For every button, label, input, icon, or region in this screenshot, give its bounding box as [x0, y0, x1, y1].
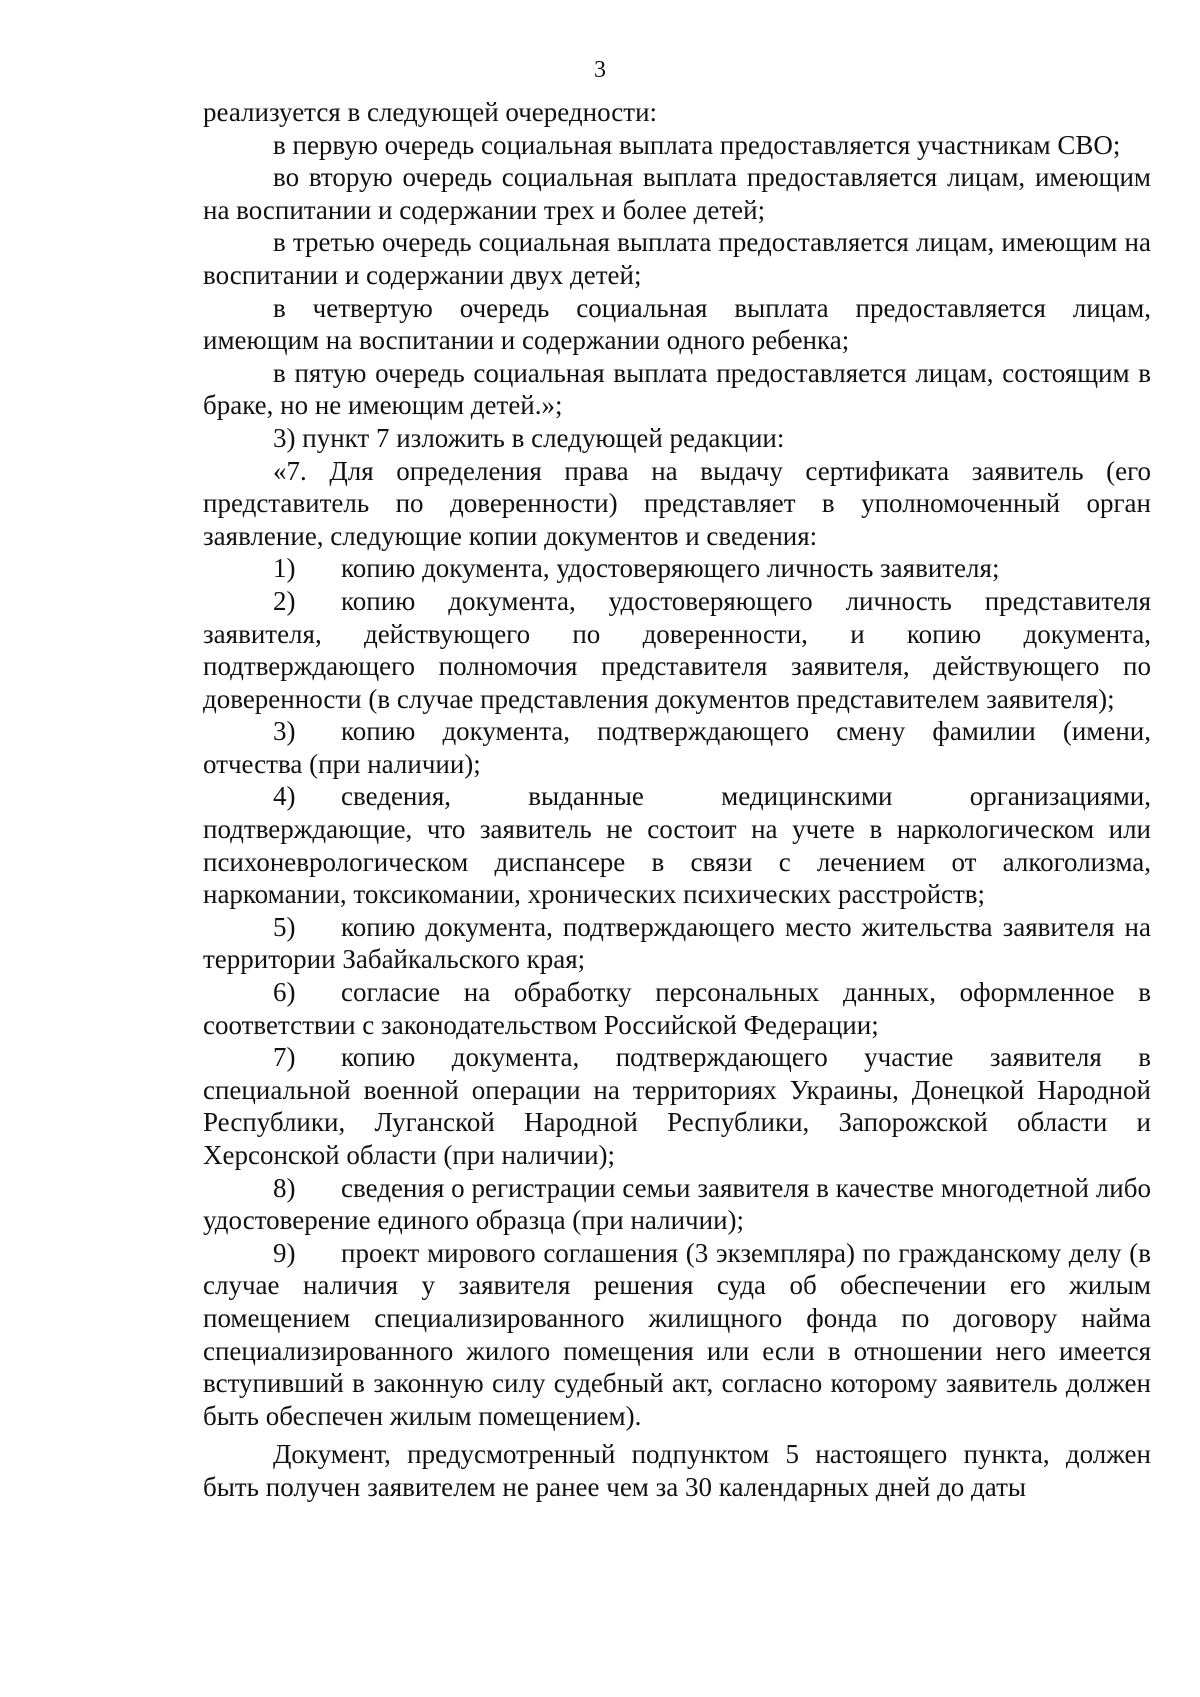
list-item-text: копию документа, подтверждающего место жительства заявителя на территории Забайкальского края; — [203, 911, 1151, 975]
paragraph-priority-fifth: в пятую очередь социальная выплата предоставляется лицам, состоящим в браке, но не имеющим детей.»; — [203, 357, 1151, 421]
list-item-text: сведения, выданные медицинскими организациями, подтверждающие, что заявитель не состоит на учете в наркологическом или психоневрологическом диспансере в связи с лечением от алкоголизма, наркомании, токсикомании, хронических психических расстройств; — [203, 781, 1151, 910]
list-item-9 — [203, 1237, 1151, 1433]
list-item-number: 9) — [273, 1237, 296, 1268]
list-item-5 — [203, 911, 1151, 976]
list-item-number: 7) — [273, 1042, 296, 1073]
list-item-text: копию документа, подтверждающего смену фамилии (имени, отчества (при наличии); — [203, 716, 1151, 779]
page-number: 3 — [594, 57, 606, 83]
list-item-number: 4) — [273, 781, 296, 812]
paragraph-final: Документ, предусмотренный подпунктом 5 настоящего пункта, должен быть получен заявителем не ранее чем за 30 календарных дней до даты — [203, 1439, 1151, 1502]
paragraph-amendment-point-3: 3) пункт 7 изложить в следующей редакции: — [273, 422, 785, 453]
list-item-text: согласие на обработку персональных данных, оформленное в соответствии с законодательством Российской Федерации; — [203, 977, 1151, 1040]
list-item-text: копию документа, удостоверяющего личность заявителя; — [341, 553, 1000, 584]
list-item-number: 1) — [273, 553, 296, 584]
list-item-4 — [203, 780, 1151, 910]
list-item-8 — [203, 1172, 1151, 1237]
document-body — [203, 96, 1151, 1504]
list-item-6 — [203, 976, 1151, 1041]
list-item-number: 2) — [273, 585, 296, 616]
list-item-3 — [203, 715, 1151, 780]
list-item-number: 5) — [273, 911, 296, 942]
list-item-text: копию документа, подтверждающего участие заявителя в специальной военной операции на территориях Украины, Донецкой Народной Республики, Луганской Народной Республики, Запорожской области и Херсонской области (при наличии); — [203, 1042, 1151, 1170]
list-item-number: 6) — [273, 977, 296, 1008]
paragraph-continuation: реализуется в следующей очередности: — [203, 97, 658, 127]
list-item-1 — [203, 552, 1151, 585]
paragraph-priority-second: во вторую очередь социальная выплата предоставляется лицам, имеющим на воспитании и содержании трех и более детей; — [203, 162, 1151, 225]
list-item-text: копию документа, удостоверяющего личность представителя заявителя, действующего по доверенности, и копию документа, подтверждающего полномочия представителя заявителя, действующего по доверенности (в случае представления документов представителем заявителя); — [203, 585, 1151, 714]
list-item-2 — [203, 585, 1151, 715]
paragraph-priority-first: в первую очередь социальная выплата предоставляется участникам СВО; — [273, 129, 1121, 160]
list-item-text: сведения о регистрации семьи заявителя в качестве многодетной либо удостоверение единого образца (при наличии); — [203, 1172, 1151, 1236]
paragraph-priority-fourth: в четвертую очередь социальная выплата предоставляется лицам, имеющим на воспитании и содержании одного ребенка; — [203, 292, 1151, 356]
list-item-number: 8) — [273, 1172, 296, 1203]
list-item-text: проект мирового соглашения (3 экземпляра) по гражданскому делу (в случае наличия у заявителя решения суда об обеспечении его жилым помещением специализированного жилищного фонда по договору найма специализированного жилого помещения или если в отношении него имеется вступивший в законную силу судебный акт, согласно которому заявитель должен быть обеспечен жилым помещением). — [203, 1237, 1151, 1431]
list-item-7 — [203, 1041, 1151, 1171]
paragraph-clause-7: «7. Для определения права на выдачу сертификата заявитель (его представитель по доверенности) представляет в уполномоченный орган заявление, следующие копии документов и сведения: — [203, 455, 1151, 551]
paragraph-priority-third: в третью очередь социальная выплата предоставляется лицам, имеющим на воспитании и содержании двух детей; — [203, 227, 1151, 290]
list-item-number: 3) — [273, 716, 296, 747]
